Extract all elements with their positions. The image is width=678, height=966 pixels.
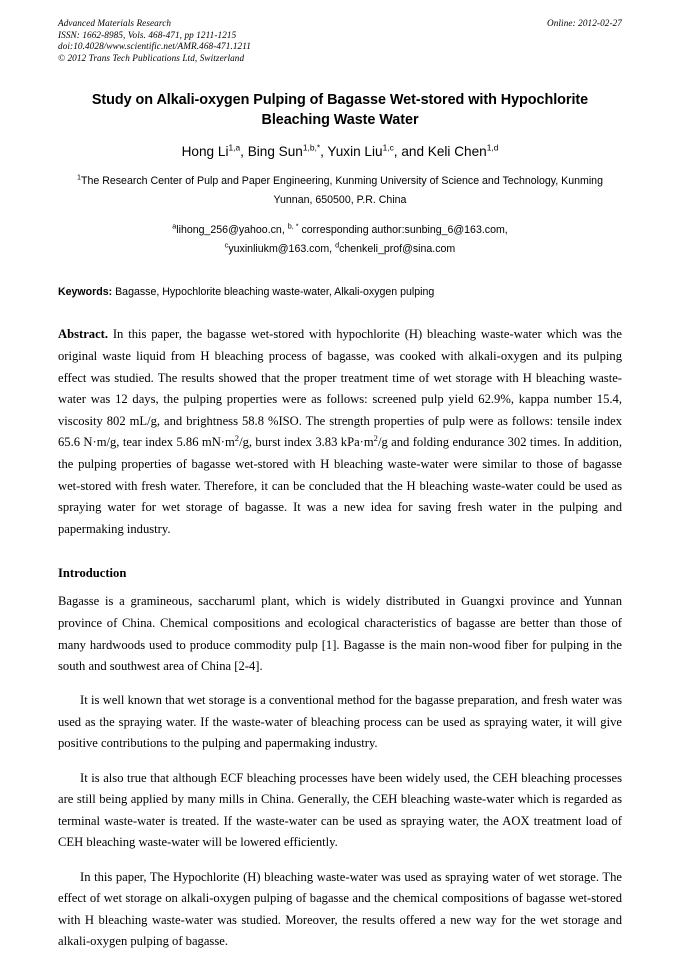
abstract-text-part-1: In this paper, the bagasse wet-stored with hypochlorite (H) bleaching waste-water which was the original waste liquid from H bleaching process of bagasse, was cooked with alkali-oxygen and its pulping effect was studied. The results showed that the proper treatment time of wet storage with H bleaching waste-water was 12 days, the pulping properties were as follows: screened pulp yield 62.9%, kappa number 15.4, viscosity 802 mL/g, and brightness 58.8 %ISO. The strength properties of pulp were as follows: tensile index 65.6 N·m/g, tear index 5.86 mN·m — [58, 327, 622, 450]
author-separator-1: , — [240, 144, 248, 160]
abstract-block — [58, 324, 622, 540]
abstract-label: Abstract. — [58, 327, 109, 342]
author-affiliation-marker-2: 1,b,* — [302, 142, 321, 153]
author-name-4: Keli Chen — [427, 144, 487, 160]
journal-doi-line: doi:10.4028/www.scientific.net/AMR.468-471.1211 — [58, 41, 251, 52]
abstract-exponent-2: 2 — [373, 433, 378, 444]
author-name-1: Hong Li — [181, 144, 229, 160]
author-name-2: Bing Sun — [247, 144, 303, 160]
introduction-paragraph-4: In this paper, The Hypochlorite (H) bleaching waste-water was used as spraying water of wet storage. The effect of wet storage on alkali-oxygen pulping of bagasse and the chemical compositions of bagasse wet-stored with H bleaching waste-water was studied. Moreover, the results offered a new way for the wet storage and alkali-oxygen pulping of bagasse. — [58, 869, 622, 949]
author-emails-block — [58, 221, 622, 258]
author-separator-3: , and — [393, 144, 428, 160]
author-affiliation-marker-3: 1,c — [382, 142, 394, 153]
keywords-value: Bagasse, Hypochlorite bleaching waste-water, Alkali-oxygen pulping — [112, 286, 435, 299]
email-address-a: lihong_256@yahoo.cn, — [176, 224, 288, 237]
email-marker-b: b, * — [287, 221, 299, 231]
journal-issn-line: ISSN: 1662-8985, Vols. 468-471, pp 1211-1215 — [58, 29, 237, 40]
abstract-text-part-3: /g and folding endurance 302 times. In addition, the pulping properties of bagasse wet-stored with H bleaching waste-water were similar to those of bagasse wet-stored with fresh water. Therefore, it can be concluded that the H bleaching waste-water could be used as spraying water for wet storage of bagasse. It was a new idea for saving fresh water in the pulping and papermaking industry. — [58, 435, 622, 536]
paper-title: Study on Alkali-oxygen Pulping of Bagasse Wet-stored with Hypochlorite Bleaching Waste Water — [91, 92, 589, 129]
email-marker-a: a — [172, 221, 177, 231]
author-separator-2: , — [320, 144, 328, 160]
email-address-d: chenkeli_prof@sina.com — [339, 242, 456, 255]
journal-masthead — [58, 18, 622, 64]
abstract-exponent-1: 2 — [234, 433, 240, 444]
online-publication-date: Online: 2012-02-27 — [546, 18, 622, 28]
affiliation-marker: 1 — [77, 172, 82, 182]
keywords-block — [58, 284, 622, 300]
page-content — [58, 18, 622, 966]
author-name-3: Yuxin Liu — [327, 144, 383, 160]
section-heading-introduction: Introduction — [58, 566, 127, 581]
affiliation-text: The Research Center of Pulp and Paper Engineering, Kunming University of Science and Technology, Kunming Yunnan, 650500, P.R. China — [81, 175, 603, 206]
email-marker-c: c — [224, 240, 229, 250]
email-address-c: yuxinliukm@163.com, — [228, 242, 336, 255]
email-address-b: corresponding author:sunbing_6@163.com, — [298, 224, 508, 237]
author-affiliation-marker-1: 1,a — [228, 142, 241, 153]
author-list — [58, 142, 622, 161]
journal-name: Advanced Materials Research — [58, 18, 172, 28]
abstract-text-part-2: /g, burst index 3.83 kPa·m — [239, 435, 374, 450]
introduction-paragraph-3: It is also true that although ECF bleaching processes have been widely used, the CEH bleaching processes are still being applied by many mills in China. Generally, the CEH bleaching waste-water which is regarded as terminal waste-water is treated. If the waste-water can be used as spraying water, the AOX treatment load of CEH bleaching waste-water will be lowered efficiently. — [58, 770, 622, 850]
journal-copyright-line: © 2012 Trans Tech Publications Ltd, Switzerland — [58, 52, 245, 63]
email-marker-d: d — [335, 240, 340, 250]
introduction-paragraph-1: Bagasse is a gramineous, saccharuml plant, which is widely distributed in Guangxi province and Yunnan province of China. Chemical compositions and ecological characteristics of bagasse are better than those of many hardwoods used to produce commodity pulp [1]. Bagasse is the main non-wood fiber for pulping in the south and southwest area of China [2-4]. — [58, 594, 622, 674]
author-affiliation-marker-4: 1,d — [486, 142, 499, 153]
affiliation-block — [58, 172, 622, 209]
introduction-paragraph-2: It is well known that wet storage is a conventional method for the bagasse preparation, and fresh water was used as the spraying water. If the waste-water of bleaching process can be used as spraying water, it will give positive contributions to the pulping and papermaking industry. — [58, 693, 622, 751]
keywords-label: Keywords: — [58, 286, 113, 299]
